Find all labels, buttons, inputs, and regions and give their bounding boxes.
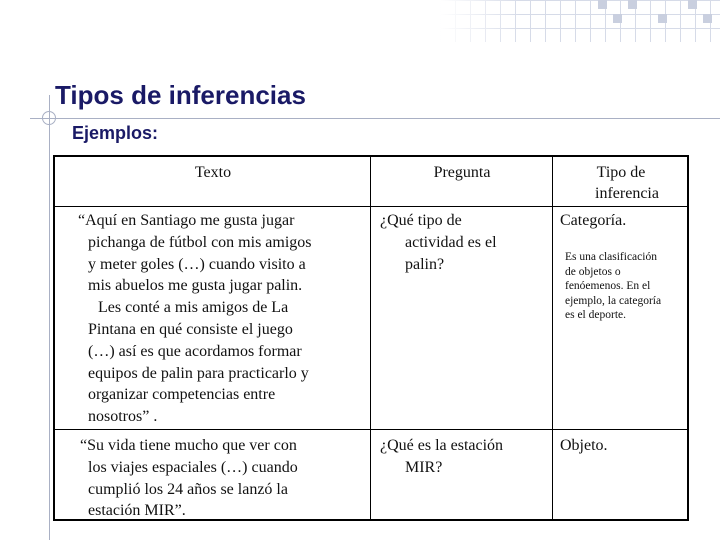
decorative-square	[613, 14, 622, 23]
table-column-separator	[552, 155, 553, 521]
row2-pregunta-line: ¿Qué es la estación	[380, 437, 504, 454]
row1-nota-line: de objetos o	[565, 265, 621, 278]
row1-nota-line: fenóemenos. En el	[565, 280, 651, 293]
slide-title: Tipos de inferencias	[55, 80, 306, 110]
row2-texto-line: “Su vida tiene mucho que ver con	[80, 437, 297, 454]
header-tipo-line2: inferencia	[595, 185, 659, 202]
row1-nota-line: ejemplo, la categoría	[565, 294, 662, 307]
decorative-square	[628, 0, 637, 9]
row1-nota-line: es el deporte.	[565, 309, 626, 322]
header-tipo	[554, 162, 688, 204]
header-pregunta: Pregunta	[433, 164, 491, 181]
row1-texto-line: “Aquí en Santiago me gusta jugar	[78, 212, 295, 229]
row1-texto	[78, 210, 368, 428]
title-underline	[30, 118, 720, 119]
row1-tipo: Categoría.	[560, 212, 627, 229]
header-tipo-line1: Tipo de	[596, 164, 646, 181]
decorative-square	[703, 14, 712, 23]
row1-pregunta-line: actividad es el	[405, 233, 497, 251]
row2-pregunta	[380, 435, 550, 479]
table-header-separator	[53, 206, 689, 207]
table-column-separator	[370, 155, 371, 521]
table-row-separator	[53, 429, 689, 430]
row1-pregunta	[380, 210, 550, 275]
row1-pregunta-line: ¿Qué tipo de	[380, 212, 462, 229]
row1-texto-line: equipos de palin para practicarlo y	[88, 364, 309, 382]
row2-texto	[80, 435, 368, 522]
crosshair-icon	[39, 108, 59, 128]
header-texto: Texto	[194, 164, 232, 181]
row2-texto-line: cumplió los 24 años se lanzó la	[88, 480, 288, 498]
left-margin-line	[49, 95, 50, 540]
decorative-square	[658, 14, 667, 23]
slide-subtitle: Ejemplos:	[72, 123, 159, 143]
row1-texto-line: pichanga de fútbol con mis amigos	[88, 233, 312, 251]
row1-texto-line: Pintana en qué consiste el juego	[88, 320, 293, 338]
decorative-grid-fade	[440, 0, 520, 42]
row2-tipo: Objeto.	[560, 437, 608, 454]
row1-texto-line: organizar competencias entre	[88, 386, 276, 404]
row2-texto-line: estación MIR”.	[88, 502, 186, 520]
decorative-square	[688, 0, 697, 9]
row1-pregunta-line: palin?	[405, 255, 445, 273]
row2-texto-line: los viajes espaciales (…) cuando	[88, 458, 298, 476]
decorative-square	[598, 0, 607, 9]
row1-nota-line: Es una clasificación	[565, 251, 657, 263]
row1-texto-line: Les conté a mis amigos de La	[98, 299, 289, 317]
row1-nota	[565, 250, 685, 323]
row1-texto-line: (…) así es que acordamos formar	[88, 342, 302, 360]
row1-texto-line: y meter goles (…) cuando visito a	[88, 255, 306, 273]
row1-texto-line: mis abuelos me gusta jugar palin.	[88, 277, 303, 295]
row2-pregunta-line: MIR?	[405, 458, 443, 476]
row1-texto-line: nosotros” .	[88, 408, 158, 426]
